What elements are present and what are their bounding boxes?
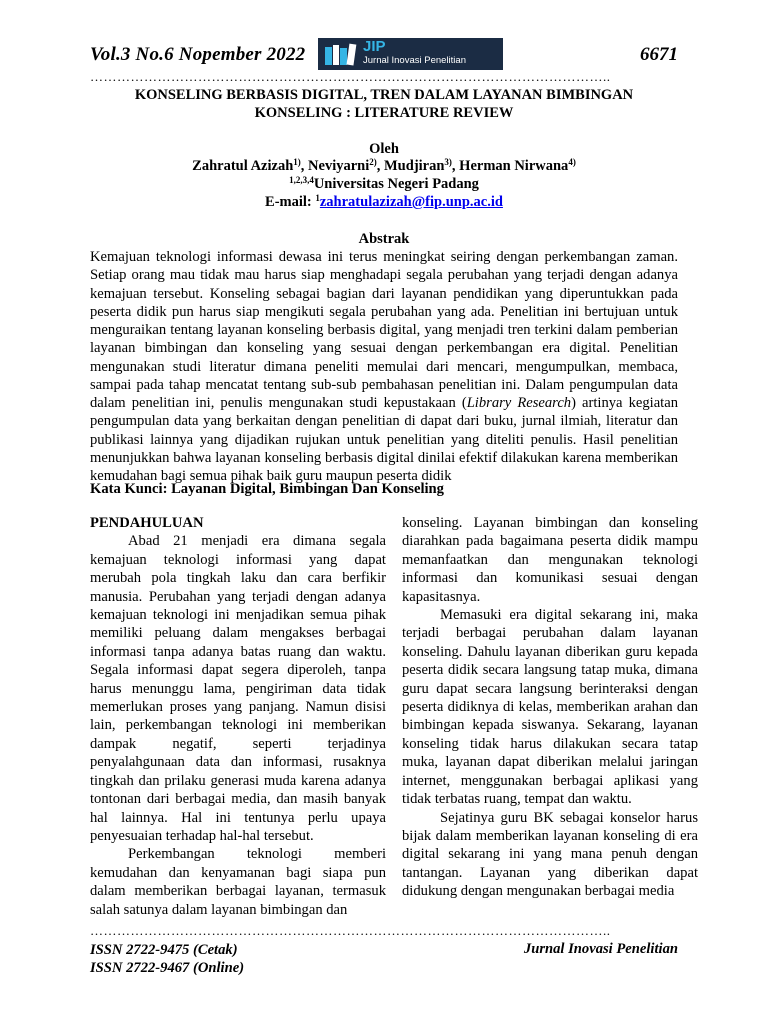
affiliation-mark: 1,2,3,4 [289,175,314,185]
affiliation [90,175,678,193]
issn-print: ISSN 2722-9475 (Cetak) [90,942,238,958]
issn-online: ISSN 2722-9467 (Online) [90,960,245,976]
body-column-left [90,514,386,919]
email-link[interactable]: zahratulazizah@fip.unp.ac.id [319,194,503,210]
abstract-part: Kemajuan teknologi informasi dewasa ini terus meningkat seiring dengan perkembangan zaman. Setiap orang mau tidak mau harus siap menghadapi segala perubahan yang terjadi dengan adanya kemajuan tersebut. Konseling sebagai bagian dari layanan pendidikan yang diperuntukkan pada peserta didik pun harus siap mengikuti segala perubahan yang ada. Penelitian ini bertujuan untuk menguraikan tentang layanan konseling berbasis digital, yang menjadi tren terkini dalam pemberian layanan bimbingan dan konseling yang sesuai dengan perkembangan era digital. Penelitian mengunakan studi literatur dimana peneliti memulai dari mencari, mengumpulkan, membaca, sampai pada tahap mencatat tentang sub-sub pembahasan penelitian ini. Dalam pengumpulan data dalam penelitian ini, penulis mengunakan studi kepustakaan ( [90,249,678,411]
author-mark: 2) [369,157,377,167]
issn-block [90,941,244,977]
page-number: 6671 [640,44,678,65]
bottom-separator: …………………………………………………………………………………………………….. [90,924,611,938]
author-name: Zahratul Azizah [192,158,294,174]
body-paragraph: Sejatinya guru BK sebagai konselor harus bijak dalam memberikan layanan konseling di era digital sekarang ini yang mana penuh dengan tantangan. Layanan yang diberikan dapat didukung dengan mengunakan berbagai media [402,809,698,900]
body-paragraph: konseling. Layanan bimbingan dan konseling diarahkan pada bagaimana peserta didik mampu memanfaatkan dan mengunakan teknologi informasi dan komunikasi sesuai dengan kapasitasnya. [402,515,698,605]
email-label: E-mail: [265,194,316,210]
body-column-right [402,514,698,901]
author-name: Neviyarni [308,158,370,174]
section-heading: PENDAHULUAN [90,515,204,531]
books-icon [324,42,358,66]
logo-journal-name: Jurnal Inovasi Penelitian [363,55,466,66]
paper-title: KONSELING BERBASIS DIGITAL, TREN DALAM LAYANAN BIMBINGAN KONSELING : LITERATURE REVIEW [134,87,634,121]
abstract-part: ) artinya kegiatan pengumpulan data yang berkaitan dengan penelitian di dapat dari buku, jurnal ilmiah, literatur dan publikasi lainnya yang dijadikan rujukan untuk penelitian yang diteliti penulis. Hasil penelitian menunjukkan bahwa layanan konseling berbasis digital dinilai efektif dilakukan karena memberikan kemudahan bagi semua pihak baik guru maupun peserta didik [90,395,678,484]
logo-abbreviation: JIP [363,38,386,55]
body-paragraph: Abad 21 menjadi era dimana segala kemajuan teknologi informasi yang dapat merubah pola tingkah laku dan cara berfikir manusia. Perubahan yang terjadi dengan adanya kemajuan teknologi ini menjadikan semua pihak memiliki peluang dalam mengakses berbagai informasi tanpa adanya batas ruang dan waktu. Segala informasi dapat segera diperoleh, tanpa harus menunggu lama, pengiriman data tidak memerlukan proses yang panjang. Namun disisi lain, perkembangan teknologi ini memberikan dampak negatif, seperti terjadinya penyalahgunaan data dan informasi, rusaknya tingkah dan prilaku generasi muda karena adanya tontonan dari berbagai media, dan masih banyak hal lainnya. Hal ini tentunya perlu upaya penyesuaian terhadap hal-hal tersebut. [90,533,386,844]
body-paragraph: Memasuki era digital sekarang ini, maka terjadi berbagai perubahan dalam layanan konseling. Dahulu layanan diberikan guru kepada peserta didik secara langsung tatap muka, dimana guru dapat secara langsung berinteraksi dengan peserta didiknya di kelas, memberikan arahan dan bimbingan kepada siswanya. Sekarang, layanan konseling tidak harus dilakukan secara tatap muka, layanan dapat diberikan melalui jaringan internet, menggunakan berbagai aplikasi yang tidak terbatas ruang, tempat dan waktu. [402,607,698,808]
keywords: Kata Kunci: Layanan Digital, Bimbingan Dan Konseling [90,481,444,497]
abstract-text [90,248,678,485]
abstract-italic: Library Research [466,395,572,411]
top-separator: …………………………………………………………………………………………………….. [90,70,611,84]
author-mark: 1) [293,157,301,167]
author-name: Mudjiran [384,158,445,174]
journal-logo [318,38,503,70]
author-list: Zahratul Azizah$^{1)}$, Neviyarni$^{2)}$, Mudjiran$^{3)}$, Herman Nirwana$^{4)}$ [192,157,576,174]
author-mark: 3) [444,157,452,167]
by-label: Oleh [369,141,399,157]
email-line [90,193,678,211]
footer-journal-name: Jurnal Inovasi Penelitian [523,941,678,957]
body-paragraph: Perkembangan teknologi memberi kemudahan dan kenyamanan bagi siapa pun dalam memberikan berbagai layanan, termasuk salah satunya dalam layanan bimbingan dan [90,846,386,918]
abstract-heading: Abstrak [358,231,410,247]
volume-info: Vol.3 No.6 Nopember 2022 [90,44,306,65]
affiliation-name: Universitas Negeri Padang [313,176,479,192]
email-mark: 1 [315,193,320,203]
author-name: Herman Nirwana [459,158,569,174]
author-mark: 4) [568,157,576,167]
